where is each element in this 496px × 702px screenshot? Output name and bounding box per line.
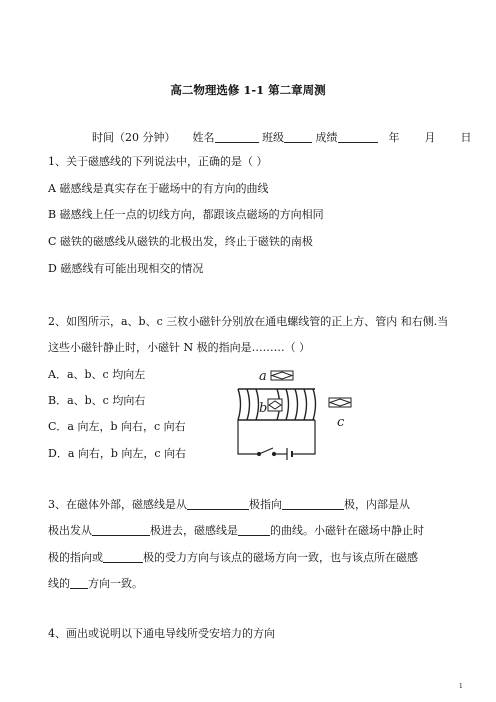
q3-blank-4[interactable] bbox=[238, 523, 270, 536]
class-label: 班级 bbox=[262, 131, 284, 144]
q3-text-1: 3、在磁体外部，磁感线是从 bbox=[48, 498, 187, 511]
q3-text-6: 的曲线。小磁针在磁场中静止时 bbox=[270, 524, 424, 537]
day-label: 日 bbox=[460, 131, 472, 144]
compass-needle-c bbox=[329, 398, 351, 407]
time-label: 时间（20 分钟） bbox=[92, 131, 176, 144]
q1-option-d: D 磁感线有可能出现相交的情况 bbox=[48, 262, 204, 275]
q3-text-8: 极的受力方向与该点的磁场方向一致，也与该点所在磁感 bbox=[143, 551, 418, 564]
q2-option-a: A．a、b、c 均向左 bbox=[48, 368, 146, 381]
q3-blank-3[interactable] bbox=[92, 523, 150, 536]
q2-option-b: B．a、b、c 均向右 bbox=[48, 394, 146, 407]
class-blank[interactable] bbox=[284, 130, 312, 143]
q3-text-5: 极进去，磁感线是 bbox=[150, 524, 238, 537]
header-line bbox=[92, 130, 472, 146]
score-label: 成绩 bbox=[315, 131, 338, 144]
label-a: a bbox=[259, 369, 267, 384]
q3-text-7: 极的指向或 bbox=[48, 551, 103, 564]
year-label: 年 bbox=[388, 131, 400, 144]
compass-needle-b bbox=[268, 399, 282, 411]
compass-needle-a bbox=[271, 371, 293, 380]
label-c: c bbox=[337, 415, 345, 430]
q3-text-10: 方向一致。 bbox=[88, 577, 143, 590]
q1-stem: 1、关于磁感线的下列说法中，正确的是（ ） bbox=[48, 155, 268, 168]
name-label: 姓名 bbox=[192, 131, 215, 144]
q3-text-2: 极指向 bbox=[249, 498, 282, 511]
q3-line1 bbox=[48, 497, 410, 513]
score-blank[interactable] bbox=[338, 130, 378, 143]
circuit-wires bbox=[238, 420, 315, 460]
q3-blank-1[interactable] bbox=[187, 497, 249, 510]
q3-line2 bbox=[48, 523, 424, 539]
q1-option-b: B 磁感线上任一点的切线方向，都跟该点磁场的方向相同 bbox=[48, 208, 324, 221]
q3-blank-5[interactable] bbox=[103, 550, 143, 563]
month-label: 月 bbox=[424, 131, 436, 144]
label-b: b bbox=[259, 401, 268, 416]
q3-line4 bbox=[48, 576, 143, 592]
q3-blank-2[interactable] bbox=[282, 497, 344, 510]
page-title: 高二物理选修 1-1 第二章周测 bbox=[170, 83, 326, 97]
q2-option-d: D．a 向右，b 向左，c 向右 bbox=[48, 447, 187, 460]
q2-stem-line2: 这些小磁针静止时，小磁针 N 极的指向是………（ ） bbox=[48, 341, 311, 354]
q1-option-c: C 磁铁的磁感线从磁铁的北极出发，终止于磁铁的南极 bbox=[48, 235, 313, 248]
page-number: 1 bbox=[459, 683, 463, 690]
q3-text-4: 极出发从 bbox=[48, 524, 92, 537]
solenoid-figure bbox=[225, 366, 365, 466]
q1-option-a: A 磁感线是真实存在于磁场中的有方向的曲线 bbox=[48, 182, 269, 195]
q2-option-c: C．a 向左，b 向右，c 向右 bbox=[48, 420, 186, 433]
q3-text-3: 极，内部是从 bbox=[344, 498, 410, 511]
name-blank[interactable] bbox=[215, 130, 259, 143]
q4-stem: 4、画出或说明以下通电导线所受安培力的方向 bbox=[48, 627, 275, 640]
q3-text-9: 线的 bbox=[48, 577, 70, 590]
q3-blank-6[interactable] bbox=[70, 576, 88, 589]
q2-stem-line1: 2、如图所示，a、b、c 三枚小磁针分别放在通电螺线管的正上方、管内 和右侧.当 bbox=[48, 315, 449, 328]
q3-line3 bbox=[48, 550, 418, 566]
